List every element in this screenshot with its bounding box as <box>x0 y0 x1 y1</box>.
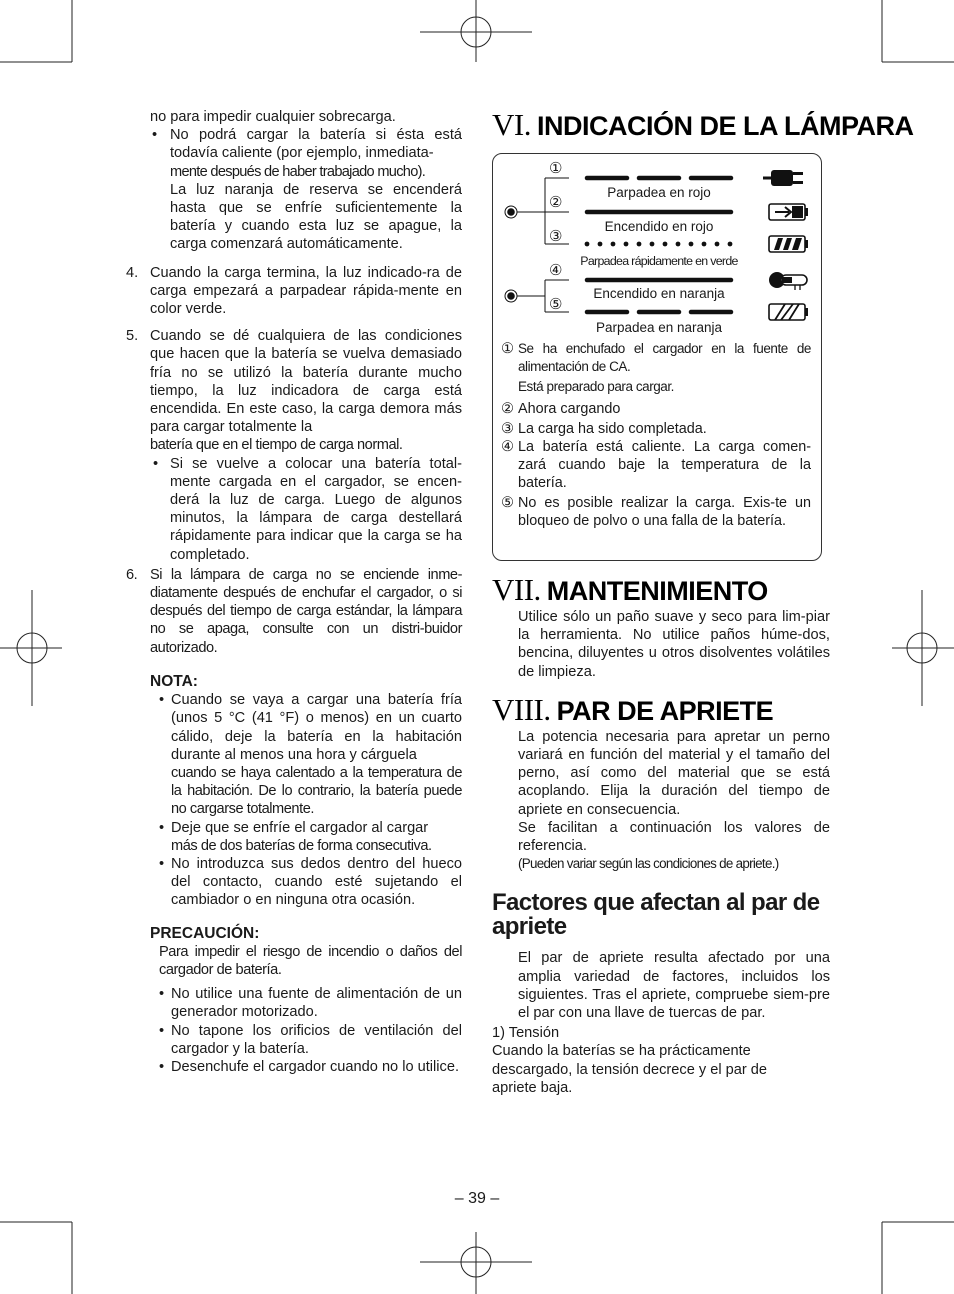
item-6: 6. Si la lámpara de carga no se enciende inme-diatamente después de enchufar el cargador, o si después del tiempo de carga estándar, la lámpara no se apaga, consulte con un distri-buidor autorizado. <box>126 566 462 656</box>
nota-item: • Cuando se vaya a cargar una batería fría (unos 5 °C (41 °F) o menos) en un cuarto cálido, deje la batería en la habitación durante al menos una hora y cárguela cuando se haya calentado a la temperatura de la habitación. De lo contrario, la batería puede no cargarse totalmente. <box>159 692 462 818</box>
left-column <box>126 108 462 1076</box>
section-viii-title: VIII. PAR DE APRIETE <box>492 691 774 727</box>
nota-heading: NOTA: <box>150 672 198 690</box>
precaucion-list <box>126 985 462 1076</box>
right-column <box>492 107 914 1097</box>
precaucion-heading: PRECAUCIÓN: <box>150 924 260 942</box>
torque-text-3: (Pueden variar según las condiciones de apriete.) <box>518 856 779 872</box>
lamp-label-3: Parpadea rápidamente en verde <box>580 254 738 268</box>
precaucion-item: • Desenchufe el cargador cuando no lo utilice. <box>159 1058 460 1075</box>
lamp-note-1: ① Se ha enchufado el cargador en la fuente de alimentación de CA. Está preparado para cargar. <box>501 341 811 394</box>
lamp-note-3: ③ La carga ha sido completada. <box>501 421 707 437</box>
item-4: 4. Cuando la carga termina, la luz indicado-ra de carga empezará a parpadear rápida-mente en color verde. <box>126 264 462 318</box>
lamp-diagram <box>493 154 823 334</box>
lamp-label-1: Parpadea en rojo <box>607 185 711 200</box>
lamp-note-5: ⑤ No es posible realizar la carga. Exis-te un bloqueo de polvo o una falla de la batería. <box>501 495 811 529</box>
full-battery-icon <box>769 236 808 252</box>
nota-item: • No introduzca sus dedos dentro del hueco del contacto, cuando esté sujetando el cambiador o en ninguna otra ocasión. <box>159 855 462 909</box>
item-5-bullet: • Si se vuelve a colocar una batería total-mente cargada en el cargador, se encen-derá la luz de carga. Luego de algunos minutos, la lámpara de carga destellará rápidamente para indicar que la carga se ha completado. <box>153 455 462 563</box>
tension-text: Cuando la baterías se ha prácticamente descargado, la tensión decrece y el par de apriete baja. <box>492 1043 768 1096</box>
lamp-fast-green <box>585 242 733 247</box>
page-number: – 39 – <box>454 1190 500 1207</box>
bullet-hot-battery: • No podrá cargar la batería si ésta está todavía caliente (por ejemplo, inmediata- mente después de haber trabajado mucho). La luz naranja de reserva se encenderá hasta que se enfríe suficientemente la batería y cuando esta luz se apague, la carga comenzará automáticamente. <box>152 127 462 253</box>
lamp-label-4: Encendido en naranja <box>593 286 725 301</box>
maintenance-text: Utilice sólo un paño suave y seco para lim-piar la herramienta. No utilice paños húme-dos, bencina, diluyentes u otros disolventes volátiles de limpieza. <box>518 609 830 680</box>
lamp-indication-box: ① ② ③ ④ ⑤ Parpadea en rojo Encendido en rojo Parpadea rápidamente en verde Encendido en naranja Parpadea en naranja ① Se ha enchufado el cargador en la fuente de alimentación de CA. Está preparado para cargar. ② Ahora cargando ③ La carga ha sido completada. ④ La batería está caliente. La carga comen-zará cuando baje la temperatura de la batería. ⑤ No es posible realizar la carga. Exis-te un bloqueo de polvo o una falla de la batería. <box>492 153 822 561</box>
nota-list <box>126 691 462 909</box>
tension-heading: 1) Tensión <box>492 1025 560 1042</box>
factors-text: El par de apriete resulta afectado por una amplia variedad de factores, incluidos los siguientes. Tras el apriete, compruebe siem-pre el par con una llave de tuercas de par. <box>518 950 830 1022</box>
lamp-label-5: Parpadea en naranja <box>595 320 723 335</box>
fault-battery-icon <box>769 304 808 320</box>
precaucion-item: • No tapone los orificios de ventilación del cargador y la batería. <box>159 1022 462 1057</box>
lamp-label-2: Encendido en rojo <box>604 219 714 234</box>
torque-text: La potencia necesaria para apretar un perno variará en función del material y el tamaño del perno, así como del material que se está acoplando. Elija la duración del tiempo de apriete en consecuencia. <box>518 728 830 818</box>
lamp-notes <box>501 340 811 530</box>
section-vi-title: VI. INDICACIÓN DE LA LÁMPARA <box>492 107 914 142</box>
section-vii-title: VII. MANTENIMIENTO <box>492 572 768 607</box>
nota-item: • Deje que se enfríe el cargador al cargar más de dos baterías de forma consecutiva. <box>159 819 432 854</box>
precaucion-item: • No utilice una fuente de alimentación de un generador motorizado. <box>159 986 462 1021</box>
lamp-note-4: ④ La batería está caliente. La carga comen-zará cuando baje la temperatura de la batería. <box>501 439 811 491</box>
torque-text-2: Se facilitan a continuación los valores de referencia. <box>518 819 830 855</box>
item-5: 5. Cuando se dé cualquiera de las condiciones que hacen que la batería se vuelva demasiado fría no se utilizó la batería durante mucho tiempo, la luz indicadora de carga está encendida. En este caso, la carga demora más para cargar totalmente la batería que en el tiempo de carga normal. • Si se vuelve a colocar una batería total-mente cargada en el cargador, se encen-derá la luz de carga. Luego de algunos minutos, la lámpara de carga destellará rápidamente para indicar que la carga se ha completado. <box>126 328 462 563</box>
lamp-note-2: ② Ahora cargando <box>501 401 621 417</box>
intro-text: no para impedir cualquier sobrecarga. <box>150 109 396 125</box>
precaucion-intro: Para impedir el riesgo de incendio o daños del cargador de batería. <box>159 943 462 978</box>
factors-title: Factores que afectan al par de apriete <box>492 889 820 941</box>
